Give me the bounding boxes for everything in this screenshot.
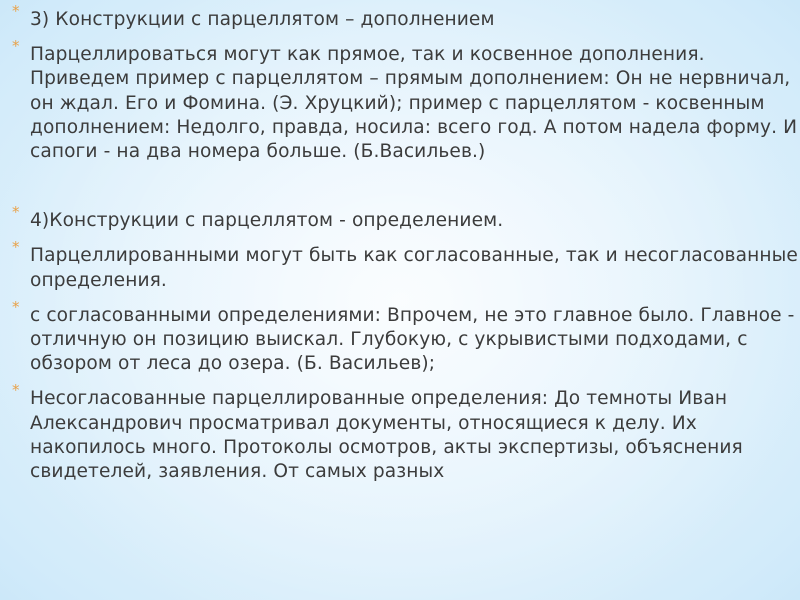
bullet-marker-icon: * [12, 203, 20, 222]
bullet-item [10, 37, 798, 164]
bullet-text: 3) Конструкции с парцеллятом – дополнением [30, 9, 495, 30]
bullet-item [10, 381, 798, 484]
bullet-marker-icon: * [12, 2, 20, 20]
bullet-item [10, 238, 798, 292]
bullet-text: с согласованными определениями: Впрочем, не это главное было. Главное - отличную он позицию выискал. Глубокую, с укрывистыми подходами, с обзором от леса до озера. (Б. Васильев); [30, 304, 795, 375]
bullet-item [10, 2, 798, 32]
bullet-marker-icon: * [12, 381, 20, 400]
bullet-text: Парцеллированными могут быть как согласованные, так и несогласованные определения. [30, 245, 798, 291]
bullet-text: 4)Конструкции с парцеллятом - определением. [30, 210, 504, 232]
bullet-marker-icon: * [12, 238, 20, 257]
bullet-text: Несогласованные парцеллированные определения: До темноты Иван Александрович просматривал документы, относящиеся к делу. Их накопилось много. Протоколы осмотров, акты экспертизы, объяснения свидетелей, заявления. От самых разных [30, 388, 743, 483]
bullet-marker-icon: * [12, 297, 20, 316]
bullet-item [10, 203, 798, 233]
spacer [10, 175, 798, 209]
bullet-text: Парцеллироваться могут как прямое, так и косвенное дополнения. Приведем пример с парцеллятом – прямым дополнением: Он не нервничал, он ждал. Его и Фомина. (Э. Хруцкий); пример с парцеллятом - косвенным дополнением: Недолго, правда, носила: всего год. А потом надела форму. И сапоги - на два номера больше. (Б.Васильев.) [30, 44, 798, 163]
bullet-item [10, 297, 798, 377]
bullet-marker-icon: * [12, 37, 20, 56]
slide-content [10, 2, 798, 495]
